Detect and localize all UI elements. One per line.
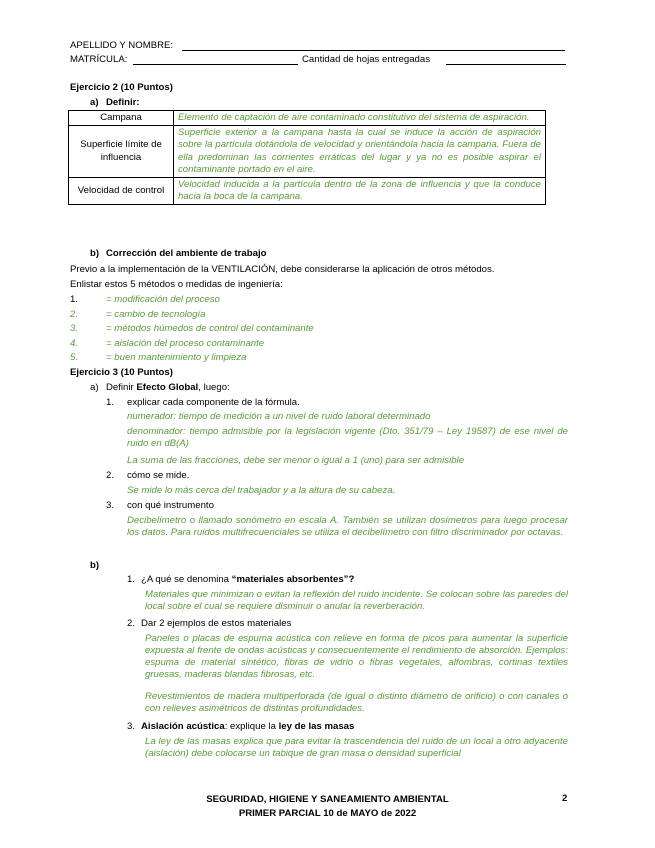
definitions-table <box>68 110 546 205</box>
ej3-b-item-number: 1. <box>127 574 136 585</box>
ej3-b-item-question: Aislación acústica: explique la ley de las masas <box>141 721 355 732</box>
matricula-field-line <box>133 64 298 65</box>
method-text: = modificación del proceso <box>106 294 220 305</box>
ej2-a-label: a) <box>90 97 99 108</box>
name-label: APELLIDO Y NOMBRE: <box>70 40 174 51</box>
definition-cell: Superficie exterior a la campana hasta la cual se induce la acción de aspiración sobre la partícula dotándola de velocidad y orientándola hacia la campana. Fuera de ella predominan las corrientes erráticas del lugar y ya no es posible aspirar el contaminante portado en el aire. <box>174 126 546 178</box>
term-cell: Campana <box>69 111 174 126</box>
name-field-line <box>182 50 565 51</box>
ej3-b-item-question: ¿A qué se denomina “materiales absorbentes”? <box>141 574 355 585</box>
ej2-intro-1: Previo a la implementación de la VENTILACIÓN, debe considerarse la aplicación de otros métodos. <box>70 264 495 275</box>
table-row <box>69 126 546 178</box>
ej3-a-item-number: 3. <box>106 500 115 511</box>
footer-line-2: PRIMER PARCIAL 10 de MAYO de 2022 <box>238 808 417 819</box>
method-number: 2. <box>70 309 79 320</box>
definition-cell: Elemento de captación de aire contaminado constitutivo del sistema de aspiración. <box>174 111 546 126</box>
page-number: 2 <box>562 793 568 804</box>
answer-text: Decibelímetro o llamado sonómetro en escala A. También se utilizan dosímetros para luego procesar los datos. Para ruidos multifrecuenciales se utiliza el decibelímetro con filtro discriminador por octavas. <box>127 515 568 538</box>
ej2-a-text: Definir: <box>106 97 140 108</box>
ej2-intro-2: Enlistar estos 5 métodos o medidas de ingeniería: <box>70 279 283 290</box>
ej3-a-label: a) <box>90 382 99 393</box>
ej3-b-label: b) <box>90 560 100 571</box>
definition-cell: Velocidad inducida a la partícula dentro de la zona de influencia y que la conduce hacia la boca de la campana. <box>174 178 546 205</box>
ej3-title: Ejercicio 3 (10 Puntos) <box>70 367 173 378</box>
method-number: 3. <box>70 323 79 334</box>
ej3-a-item-number: 1. <box>106 397 115 408</box>
answer-text: Paneles o placas de espuma acústica con relieve en forma de picos para aumentar la superficie expuesta al frente de ondas acústicas y consecuentemente el rendimiento de absorción. Ejemplos: espuma de material sintético, fibras de vidrio o fibras vegetales, alfombras, cortinas textiles gruesas, maderas blandas fibrosas, etc. <box>145 633 568 680</box>
hojas-label: Cantidad de hojas entregadas <box>302 54 431 65</box>
answer-text: denominador: tiempo admisible por la legislación vigente (Dto. 351/79 – Ley 19587) de ese nivel de ruido en dB(A) <box>127 426 568 449</box>
ej3-b-item-number: 3. <box>127 721 136 732</box>
method-text: = métodos húmedos de control del contaminante <box>106 323 314 334</box>
ej3-b-item-number: 2. <box>127 618 136 629</box>
method-number: 5. <box>70 352 79 363</box>
method-number: 4. <box>70 338 79 349</box>
ej3-a-item-number: 2. <box>106 470 115 481</box>
answer-text: numerador: tiempo de medición a un nivel de ruido laboral determinado <box>127 411 431 422</box>
table-row <box>69 111 546 126</box>
matricula-label: MATRÍCULA: <box>70 54 128 65</box>
answer-text: La ley de las masas explica que para evitar la trascendencia del ruido de un local a otro adyacente (aislación) debe colocarse un tabique de gran masa o densidad superficial <box>145 736 568 759</box>
table-row <box>69 178 546 205</box>
answer-text: Se mide lo más cerca del trabajador y a la altura de su cabeza. <box>127 485 396 496</box>
term-cell: Velocidad de control <box>69 178 174 205</box>
ej2-title: Ejercicio 2 (10 Puntos) <box>70 82 173 93</box>
ej2-b-text: Corrección del ambiente de trabajo <box>106 248 267 259</box>
answer-text: Materiales que minimizan o evitan la reflexión del ruido incidente. Se colocan sobre las paredes del local sobre el cual se requiere disminuir o anular la reverberación. <box>145 589 568 612</box>
hojas-field-line <box>446 64 566 65</box>
answer-text: Revestimientos de madera multiperforada (de igual o distinto diámetro de orificio) o con canales o con relieves asimétricos de distintas profundidades. <box>145 691 568 714</box>
method-text: = buen mantenimiento y limpieza <box>106 352 247 363</box>
ej3-a-text: Definir Efecto Global, luego: <box>106 382 230 393</box>
ej2-b-label: b) <box>90 248 100 259</box>
method-text: = cambio de tecnología <box>106 309 206 320</box>
ej3-a-item-question: explicar cada componente de la fórmula. <box>127 397 300 408</box>
ej3-b-item-question: Dar 2 ejemplos de estos materiales <box>141 618 292 629</box>
term-cell: Superficie límite de influencia <box>69 126 174 178</box>
answer-text: La suma de las fracciones, debe ser menor o igual a 1 (uno) para ser admisible <box>127 455 465 466</box>
footer-line-1: SEGURIDAD, HIGIENE Y SANEAMIENTO AMBIENTAL <box>206 794 449 805</box>
ej3-a-item-question: cómo se mide. <box>127 470 190 481</box>
method-number: 1. <box>70 294 79 305</box>
method-text: = aislación del proceso contaminante <box>106 338 265 349</box>
ej3-a-item-question: con qué instrumento <box>127 500 214 511</box>
